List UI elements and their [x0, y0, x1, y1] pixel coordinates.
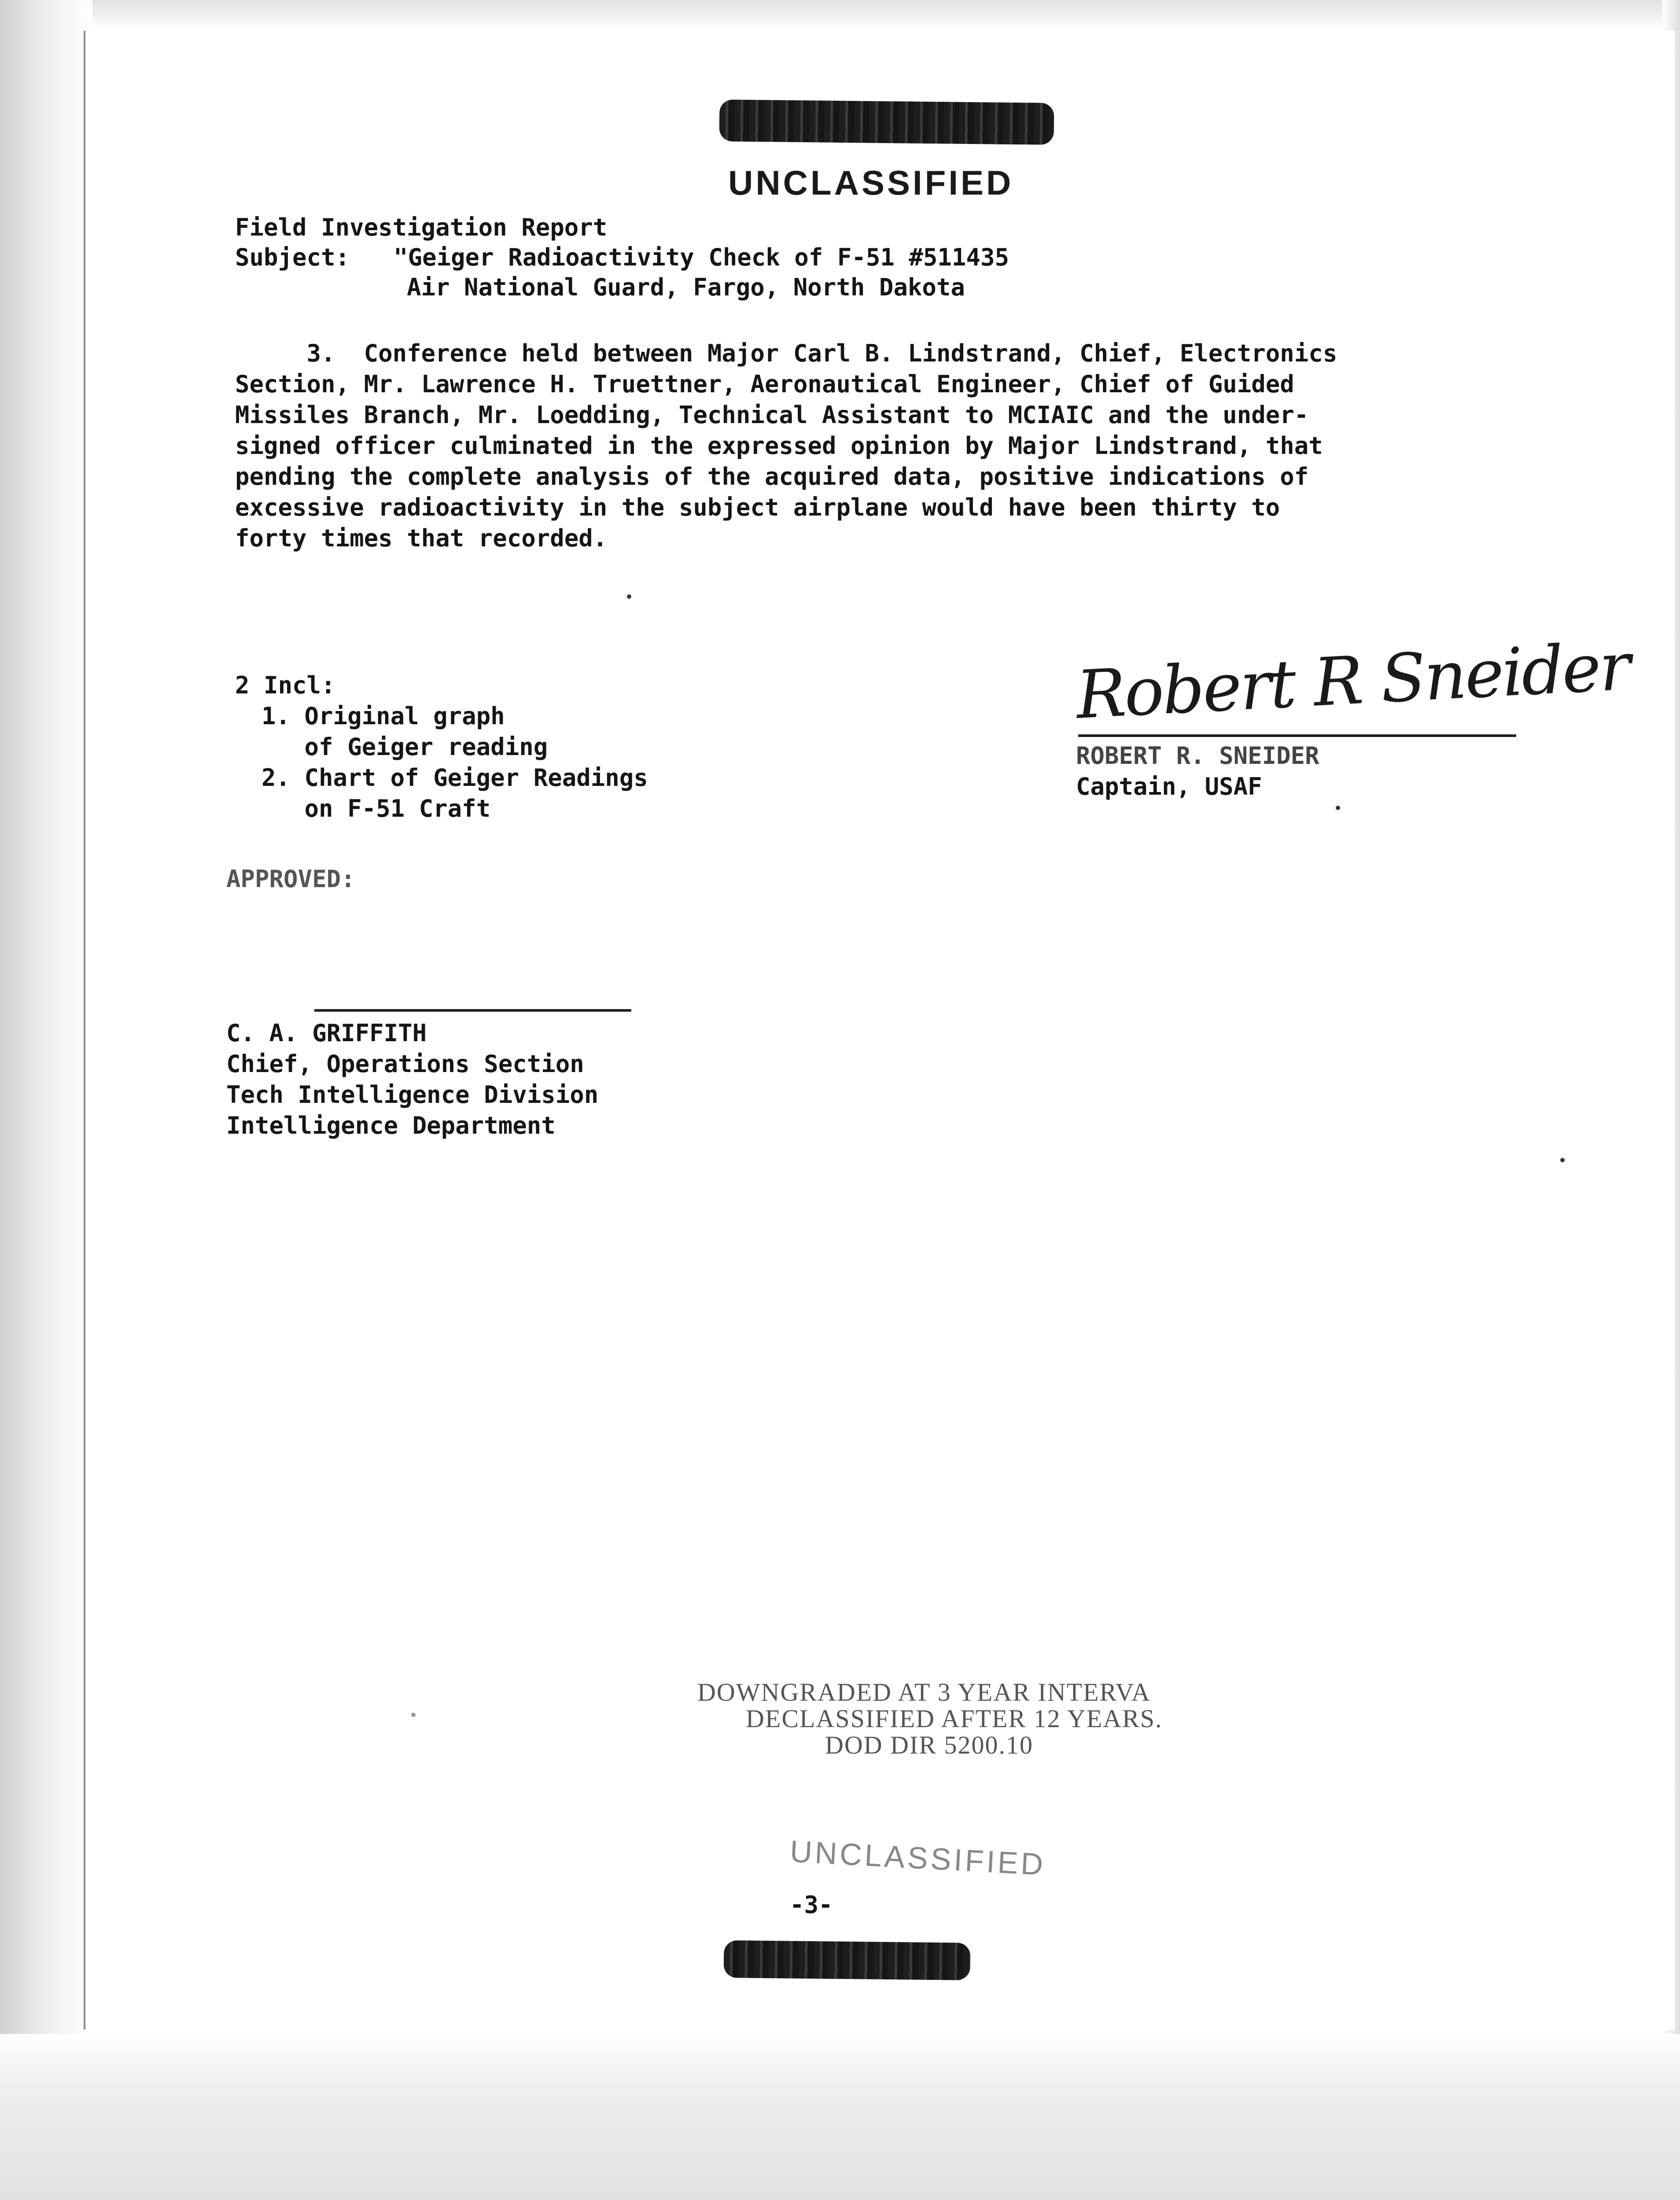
handwritten-signature: Robert R Sneider — [1074, 628, 1631, 734]
stray-mark — [627, 594, 631, 599]
inclosure-item: of Geiger reading — [262, 733, 548, 761]
signer-rank: Captain, USAF — [1076, 773, 1262, 800]
downgrade-stamp-line: DOD DIR 5200.10 — [825, 1731, 1034, 1759]
inclosure-item: 1. Original graph — [262, 702, 505, 730]
downgrade-stamp-line: DOWNGRADED AT 3 YEAR INTERVA — [697, 1678, 1151, 1706]
paragraph-line: forty times that recorded. — [235, 524, 608, 552]
approver-title-line: Chief, Operations Section — [226, 1050, 584, 1078]
subject-line-1: "Geiger Radioactivity Check of F-51 #511435 — [394, 243, 1009, 271]
redaction-bar-top — [719, 99, 1054, 145]
stray-mark — [1336, 806, 1340, 810]
classification-stamp-bottom: UNCLASSIFIED — [789, 1834, 1047, 1882]
approver-name: C. A. GRIFFITH — [226, 1019, 427, 1047]
page-number: -3- — [790, 1891, 833, 1919]
paragraph-line: pending the complete analysis of the acquired data, positive indications of — [235, 463, 1309, 490]
subject-line-2: Air National Guard, Fargo, North Dakota — [407, 273, 965, 301]
subject-label: Subject: — [235, 243, 350, 271]
paragraph-line: 3. Conference held between Major Carl B. Lindstrand, Chief, Electronics — [235, 339, 1337, 367]
report-type: Field Investigation Report — [235, 214, 608, 241]
signer-name: ROBERT R. SNEIDER — [1076, 742, 1319, 770]
signature-line — [1078, 734, 1516, 737]
paragraph-line: Section, Mr. Lawrence H. Truettner, Aeronautical Engineer, Chief of Guided — [235, 370, 1294, 398]
inclosures-heading: 2 Incl: — [235, 671, 335, 699]
inclosure-item: on F-51 Craft — [262, 795, 491, 822]
scan-border-top — [0, 0, 1680, 31]
stray-mark — [1560, 1158, 1565, 1162]
paragraph-line: excessive radioactivity in the subject airplane would have been thirty to — [235, 494, 1280, 521]
approver-title-line: Intelligence Department — [226, 1112, 556, 1139]
inclosure-item: 2. Chart of Geiger Readings — [262, 764, 648, 792]
scan-border-bottom — [0, 2034, 1680, 2200]
paragraph-line: signed officer culminated in the expressed opinion by Major Lindstrand, that — [235, 432, 1323, 460]
stray-mark — [411, 1713, 416, 1717]
paragraph-line: Missiles Branch, Mr. Loedding, Technical Assistant to MCIAIC and the under- — [235, 401, 1309, 429]
downgrade-stamp-line: DECLASSIFIED AFTER 12 YEARS. — [746, 1704, 1163, 1733]
approved-label: APPROVED: — [226, 865, 355, 893]
classification-stamp-top: UNCLASSIFIED — [728, 163, 1014, 202]
scan-border-left — [0, 0, 92, 2200]
approval-signature-line — [314, 1009, 631, 1012]
redaction-bar-bottom — [724, 1940, 971, 1980]
approver-title-line: Tech Intelligence Division — [226, 1081, 599, 1109]
document-page — [84, 31, 1675, 2030]
